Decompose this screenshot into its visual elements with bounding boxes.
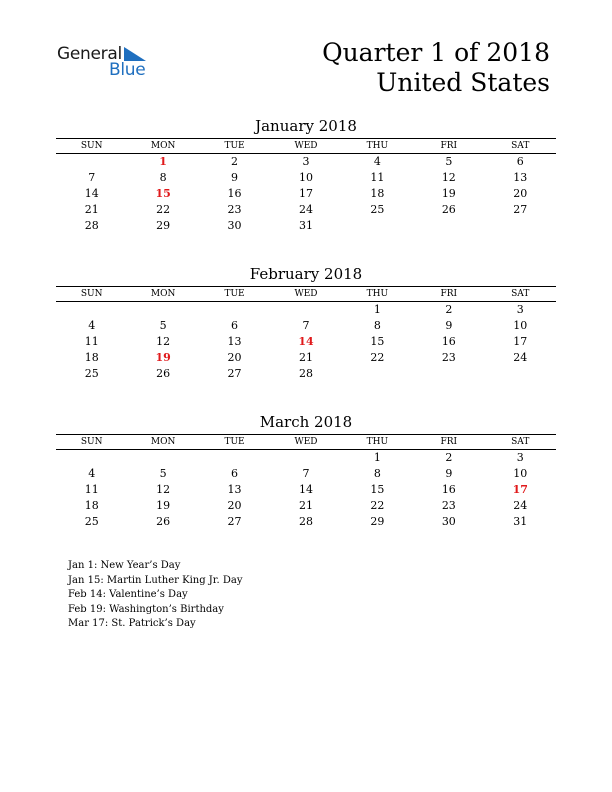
day-cell: 3 [302, 155, 310, 168]
holiday-list-item: Jan 15: Martin Luther King Jr. Day [68, 574, 243, 586]
day-cell: 6 [516, 155, 524, 168]
weekday-label: SAT [511, 437, 530, 447]
day-cell: 22 [156, 203, 171, 216]
day-cell: 1 [159, 155, 167, 168]
empty-day-cell [413, 218, 484, 234]
day-cell: 28 [298, 367, 313, 380]
holiday-list [68, 559, 242, 632]
day-cell: 14 [84, 187, 99, 200]
day-cell: 6 [231, 319, 239, 332]
weekday-label: TUE [224, 437, 245, 447]
day-cell: 16 [227, 187, 242, 200]
weekday-label: WED [294, 141, 318, 151]
month-title: March 2018 [259, 413, 353, 431]
logo-triangle-icon [124, 47, 146, 61]
day-cell: 10 [298, 171, 313, 184]
day-cell: 18 [84, 499, 99, 512]
day-cell: 8 [159, 171, 167, 184]
day-cell: 31 [298, 219, 313, 232]
day-cell: 14 [298, 335, 314, 348]
day-cell: 11 [370, 171, 385, 184]
day-cell: 25 [370, 203, 385, 216]
empty-day-cell [485, 366, 556, 382]
week-row [56, 186, 556, 202]
month-title: January 2018 [255, 117, 357, 135]
month-title: February 2018 [249, 265, 363, 283]
weekday-header [56, 138, 556, 154]
day-cell: 9 [445, 467, 453, 480]
week-row [56, 514, 556, 530]
day-cell: 30 [441, 515, 456, 528]
day-cell: 1 [373, 303, 381, 316]
week-row [56, 154, 556, 170]
week-row [56, 350, 556, 366]
day-cell: 4 [373, 155, 381, 168]
day-cell: 18 [370, 187, 385, 200]
day-cell: 23 [441, 351, 456, 364]
month-march [56, 413, 556, 530]
day-cell: 20 [513, 187, 528, 200]
week-row [56, 202, 556, 218]
day-cell: 15 [155, 187, 171, 200]
weekday-label: TUE [224, 289, 245, 299]
empty-day-cell [485, 218, 556, 234]
weekday-label: THU [366, 289, 389, 299]
week-row [56, 498, 556, 514]
day-cell: 17 [298, 187, 313, 200]
week-row [56, 450, 556, 466]
week-row [56, 170, 556, 186]
day-cell: 11 [84, 483, 99, 496]
page-title [322, 38, 550, 98]
day-cell: 23 [227, 203, 242, 216]
week-row [56, 318, 556, 334]
day-cell: 3 [516, 303, 524, 316]
day-cell: 21 [298, 499, 313, 512]
title-country: United States [376, 68, 550, 97]
day-cell: 7 [302, 467, 310, 480]
day-cell: 15 [370, 335, 385, 348]
holiday-list-item: Feb 19: Washington’s Birthday [68, 603, 224, 615]
empty-day-cell [127, 302, 198, 318]
weekday-label: FRI [440, 437, 458, 447]
month-february [56, 265, 556, 382]
day-cell: 27 [227, 367, 242, 380]
day-cell: 21 [84, 203, 99, 216]
day-cell: 9 [445, 319, 453, 332]
day-cell: 5 [445, 155, 453, 168]
day-cell: 21 [298, 351, 313, 364]
day-cell: 25 [84, 367, 99, 380]
day-cell: 29 [370, 515, 385, 528]
logo [57, 44, 157, 84]
week-row [56, 302, 556, 318]
empty-day-cell [342, 366, 413, 382]
day-cell: 17 [513, 335, 528, 348]
weekday-label: SAT [511, 141, 530, 151]
day-cell: 9 [231, 171, 239, 184]
day-cell: 19 [156, 499, 171, 512]
day-cell: 22 [370, 499, 385, 512]
day-cell: 7 [88, 171, 96, 184]
weekday-label: TUE [224, 141, 245, 151]
day-cell: 6 [231, 467, 239, 480]
day-cell: 24 [513, 499, 528, 512]
day-cell: 23 [441, 499, 456, 512]
weekday-label: MON [150, 141, 176, 151]
day-cell: 2 [445, 451, 453, 464]
day-cell: 31 [513, 515, 528, 528]
day-cell: 10 [513, 467, 528, 480]
day-cell: 18 [84, 351, 99, 364]
day-cell: 13 [227, 335, 242, 348]
weekday-label: SUN [80, 289, 103, 299]
empty-day-cell [342, 218, 413, 234]
day-cell: 20 [227, 499, 242, 512]
weekday-label: SUN [80, 141, 103, 151]
day-cell: 30 [227, 219, 242, 232]
empty-day-cell [56, 450, 127, 466]
day-cell: 28 [84, 219, 99, 232]
day-cell: 5 [159, 319, 167, 332]
day-cell: 4 [88, 319, 96, 332]
week-row [56, 482, 556, 498]
day-cell: 29 [156, 219, 171, 232]
day-cell: 26 [156, 367, 171, 380]
empty-day-cell [199, 302, 270, 318]
day-cell: 4 [88, 467, 96, 480]
empty-day-cell [127, 450, 198, 466]
logo-general-text: General [57, 44, 122, 64]
week-row [56, 334, 556, 350]
day-cell: 27 [513, 203, 528, 216]
weekday-label: WED [294, 289, 318, 299]
day-cell: 13 [513, 171, 528, 184]
day-cell: 8 [373, 319, 381, 332]
month-january [56, 117, 556, 234]
week-row [56, 218, 556, 234]
day-cell: 16 [441, 483, 456, 496]
week-row [56, 366, 556, 382]
holiday-list-item: Mar 17: St. Patrick’s Day [68, 618, 196, 629]
week-row [56, 466, 556, 482]
day-cell: 16 [441, 335, 456, 348]
weekday-label: FRI [440, 141, 458, 151]
holiday-list-item: Feb 14: Valentine’s Day [68, 589, 188, 600]
empty-day-cell [56, 302, 127, 318]
day-cell: 2 [231, 155, 239, 168]
day-cell: 8 [373, 467, 381, 480]
day-cell: 26 [156, 515, 171, 528]
day-cell: 22 [370, 351, 385, 364]
day-cell: 25 [84, 515, 99, 528]
day-cell: 17 [512, 483, 528, 496]
day-cell: 19 [155, 351, 171, 364]
weekday-label: MON [150, 289, 176, 299]
weekday-label: WED [294, 437, 318, 447]
day-cell: 14 [298, 483, 313, 496]
day-cell: 24 [513, 351, 528, 364]
day-cell: 11 [84, 335, 99, 348]
weekday-label: MON [150, 437, 176, 447]
logo-blue-text: Blue [109, 60, 146, 80]
day-cell: 15 [370, 483, 385, 496]
day-cell: 19 [441, 187, 456, 200]
day-cell: 26 [441, 203, 456, 216]
day-cell: 12 [441, 171, 456, 184]
holiday-list-item: Jan 1: New Year’s Day [68, 560, 181, 571]
empty-day-cell [199, 450, 270, 466]
day-cell: 3 [516, 451, 524, 464]
day-cell: 28 [298, 515, 313, 528]
day-cell: 7 [302, 319, 310, 332]
day-cell: 10 [513, 319, 528, 332]
day-cell: 12 [156, 335, 171, 348]
weekday-label: THU [366, 437, 389, 447]
day-cell: 1 [373, 451, 381, 464]
weekday-header [56, 286, 556, 302]
empty-day-cell [56, 154, 127, 170]
empty-day-cell [413, 366, 484, 382]
weekday-label: FRI [440, 289, 458, 299]
day-cell: 12 [156, 483, 171, 496]
day-cell: 27 [227, 515, 242, 528]
day-cell: 5 [159, 467, 167, 480]
empty-day-cell [270, 302, 341, 318]
day-cell: 2 [445, 303, 453, 316]
empty-day-cell [270, 450, 341, 466]
weekday-label: THU [366, 141, 389, 151]
day-cell: 13 [227, 483, 242, 496]
title-quarter: Quarter 1 of 2018 [322, 38, 550, 67]
weekday-label: SAT [511, 289, 530, 299]
weekday-label: SUN [80, 437, 103, 447]
day-cell: 24 [298, 203, 313, 216]
weekday-header [56, 434, 556, 450]
day-cell: 20 [227, 351, 242, 364]
